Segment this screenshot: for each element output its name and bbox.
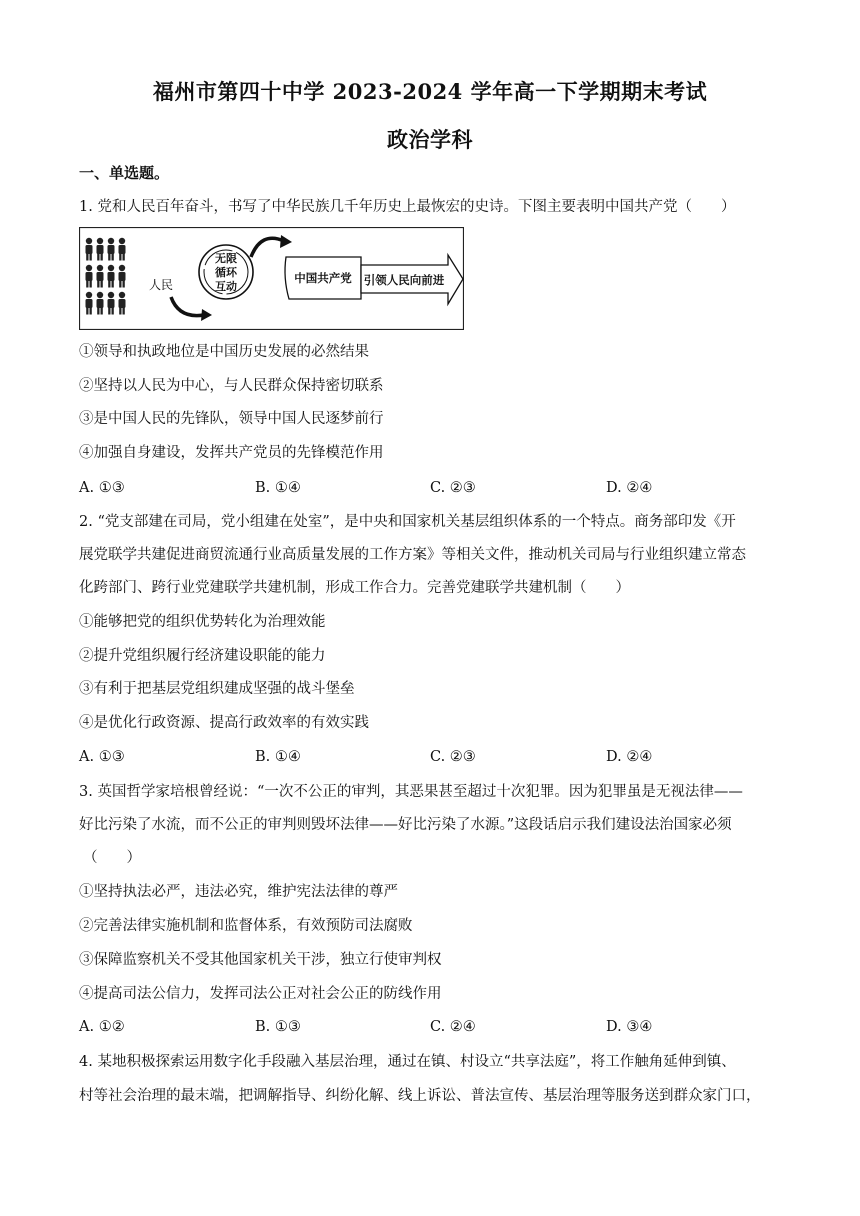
q4-stem-line-1: 4. 某地积极探索运用数字化手段融入基层治理，通过在镇、村设立“共享法庭”，将工作触角延伸到镇、 bbox=[79, 1054, 736, 1070]
q3-stem-line-1: 3. 英国哲学家培根曾经说：“一次不公正的审判，其恶果甚至超过十次犯罪。因为犯罪虽是无视法律—— bbox=[79, 784, 743, 800]
q2-option-b[interactable]: B. ①④ bbox=[255, 749, 301, 765]
q3-statement-2: ②完善法律实施机制和监督体系，有效预防司法腐败 bbox=[79, 918, 413, 934]
q2-statement-4: ④是优化行政资源、提高行政效率的有效实践 bbox=[79, 715, 369, 731]
q2-option-d[interactable]: D. ②④ bbox=[606, 749, 653, 765]
q1-statement-1: ①领导和执政地位是中国历史发展的必然结果 bbox=[79, 344, 369, 360]
exam-title: 福州市第四十中学 2023-2024 学年高一下学期期末考试 bbox=[152, 79, 708, 104]
q2-statement-3: ③有利于把基层党组织建成坚强的战斗堡垒 bbox=[79, 681, 355, 697]
q3-option-a[interactable]: A. ①② bbox=[79, 1019, 125, 1035]
q1-option-b[interactable]: B. ①④ bbox=[255, 480, 301, 496]
svg-text:循环: 循环 bbox=[215, 266, 237, 279]
section-heading: 一、单选题。 bbox=[79, 164, 170, 182]
svg-text:无限: 无限 bbox=[215, 252, 237, 265]
people-label: 人民 bbox=[149, 278, 174, 292]
q2-stem-line-1: 2. “党支部建在司局，党小组建在处室”，是中央和国家机关基层组织体系的一个特点。商务部印发《开 bbox=[79, 514, 736, 530]
subject-title: 政治学科 bbox=[387, 127, 473, 152]
q3-stem-line-2: 好比污染了水流，而不公正的审判则毁坏法律——好比污染了水源。”这段话启示我们建设法治国家必须 bbox=[79, 817, 732, 833]
q2-statement-1: ①能够把党的组织优势转化为治理效能 bbox=[79, 614, 326, 630]
q2-option-a[interactable]: A. ①③ bbox=[79, 749, 125, 765]
q4-stem-line-2: 村等社会治理的最末端，把调解指导、纠纷化解、线上诉讼、普法宣传、基层治理等服务送到群众家门口， bbox=[79, 1088, 761, 1104]
q2-stem-line-2: 展党联学共建促进商贸流通行业高质量发展的工作方案》等相关文件，推动机关司局与行业组织建立常态 bbox=[79, 547, 746, 563]
q1-diagram bbox=[79, 227, 464, 330]
svg-text:互动: 互动 bbox=[215, 280, 237, 293]
q1-statement-4: ④加强自身建设，发挥共产党员的先锋模范作用 bbox=[79, 445, 384, 461]
q3-option-c[interactable]: C. ②④ bbox=[430, 1019, 476, 1035]
arrow-label: 引领人民向前进 bbox=[363, 273, 445, 287]
curved-arrow-icon bbox=[171, 297, 204, 316]
q1-option-c[interactable]: C. ②③ bbox=[430, 480, 476, 496]
q1-stem: 1. 党和人民百年奋斗，书写了中华民族几千年历史上最恢宏的史诗。下图主要表明中国共产党（ ） bbox=[79, 199, 736, 215]
q2-stem-line-3: 化跨部门、跨行业党建联学共建机制，形成工作合力。完善党建联学共建机制（ ） bbox=[79, 580, 630, 596]
q3-statement-3: ③保障监察机关不受其他国家机关干涉，独立行使审判权 bbox=[79, 952, 442, 968]
q3-option-d[interactable]: D. ③④ bbox=[606, 1019, 653, 1035]
party-label: 中国共产党 bbox=[294, 271, 352, 285]
q2-statement-2: ②提升党组织履行经济建设职能的能力 bbox=[79, 648, 326, 664]
q1-statement-2: ②坚持以人民为中心，与人民群众保持密切联系 bbox=[79, 378, 384, 394]
q3-stem-line-3: （ ） bbox=[83, 850, 141, 866]
q3-option-b[interactable]: B. ①③ bbox=[255, 1019, 301, 1035]
q3-statement-1: ①坚持执法必严，违法必究，维护宪法法律的尊严 bbox=[79, 884, 398, 900]
q3-statement-4: ④提高司法公信力，发挥司法公正对社会公正的防线作用 bbox=[79, 986, 442, 1002]
q1-statement-3: ③是中国人民的先锋队，领导中国人民逐梦前行 bbox=[79, 411, 384, 427]
q1-option-d[interactable]: D. ②④ bbox=[606, 480, 653, 496]
people-group-icon bbox=[86, 238, 126, 315]
q2-option-c[interactable]: C. ②③ bbox=[430, 749, 476, 765]
q1-option-a[interactable]: A. ①③ bbox=[79, 480, 125, 496]
